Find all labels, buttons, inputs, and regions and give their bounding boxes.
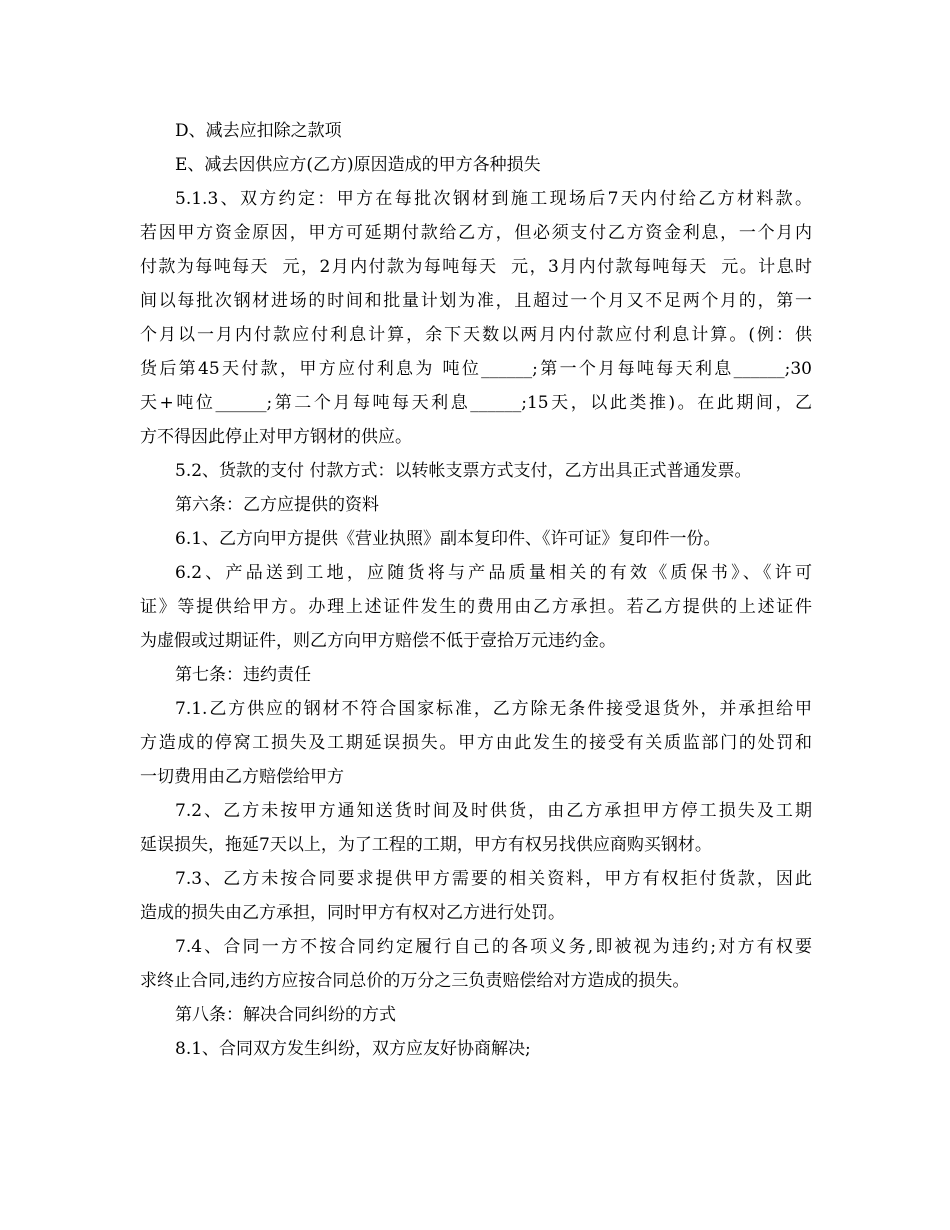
text-line: 方不得因此停止对甲方钢材的供应。 (140, 427, 412, 447)
text-line: 造成的损失由乙方承担，同时甲方有权对乙方进行处罚。 (140, 903, 565, 923)
text-line: 6.1、乙方向甲方提供《营业执照》副本复印件、《许可证》复印件一份。 (175, 529, 721, 549)
text-line: 5.2、货款的支付 付款方式：以转帐支票方式支付，乙方出具正式普通发票。 (175, 461, 752, 481)
text-line: 货后第45天付款，甲方应付利息为 吨位______;第一个月每吨每天利息______;30 (140, 359, 812, 379)
text-line: E、减去因供应方(乙方)原因造成的甲方各种损失 (175, 155, 541, 175)
text-line: 付款为每吨每天 元，2月内付款为每吨每天 元，3月内付款每吨每天 元。计息时 (140, 257, 812, 277)
text-line: 6.2、产品送到工地，应随货将与产品质量相关的有效《质保书》、《许可 (175, 563, 812, 583)
text-line: 为虚假或过期证件，则乙方向甲方赔偿不低于壹拾万元违约金。 (140, 631, 616, 651)
text-line: 7.2、乙方未按甲方通知送货时间及时供货，由乙方承担甲方停工损失及工期 (175, 801, 812, 821)
text-line: 间以每批次钢材进场的时间和批量计划为准，且超过一个月又不足两个月的，第一 (140, 291, 812, 311)
text-line: 7.3、乙方未按合同要求提供甲方需要的相关资料，甲方有权拒付货款，因此 (175, 869, 812, 889)
text-line: 若因甲方资金原因，甲方可延期付款给乙方，但必须支付乙方资金利息，一个月内 (140, 223, 812, 243)
section-heading: 第八条：解决合同纠纷的方式 (175, 1005, 396, 1025)
text-line: D、减去应扣除之款项 (175, 121, 342, 141)
text-line: 求终止合同,违约方应按合同总价的万分之三负责赔偿给对方造成的损失。 (140, 971, 690, 991)
text-line: 证》等提供给甲方。办理上述证件发生的费用由乙方承担。若乙方提供的上述证件 (140, 597, 812, 617)
section-heading: 第七条：违约责任 (175, 665, 311, 685)
text-line: 7.1.乙方供应的钢材不符合国家标准，乙方除无条件接受退货外，并承担给甲 (175, 699, 812, 719)
text-line: 7.4、合同一方不按合同约定履行自己的各项义务,即被视为违约;对方有权要 (175, 937, 812, 957)
text-line: 8.1、合同双方发生纠纷，双方应友好协商解决; (175, 1039, 531, 1059)
text-line: 5.1.3、双方约定：甲方在每批次钢材到施工现场后7天内付给乙方材料款。 (175, 189, 812, 209)
section-heading: 第六条：乙方应提供的资料 (175, 495, 379, 515)
text-line: 一切费用由乙方赔偿给甲方 (140, 767, 344, 787)
text-line: 个月以一月内付款应付利息计算，余下天数以两月内付款应付利息计算。(例：供 (140, 325, 812, 345)
text-line: 方造成的停窝工损失及工期延误损失。甲方由此发生的接受有关质监部门的处罚和 (140, 733, 812, 753)
text-line: 天+吨位______;第二个月每吨每天利息______;15天，以此类推)。在此期间，乙 (140, 393, 812, 413)
text-line: 延误损失，拖延7天以上，为了工程的工期，甲方有权另找供应商购买钢材。 (140, 835, 712, 855)
